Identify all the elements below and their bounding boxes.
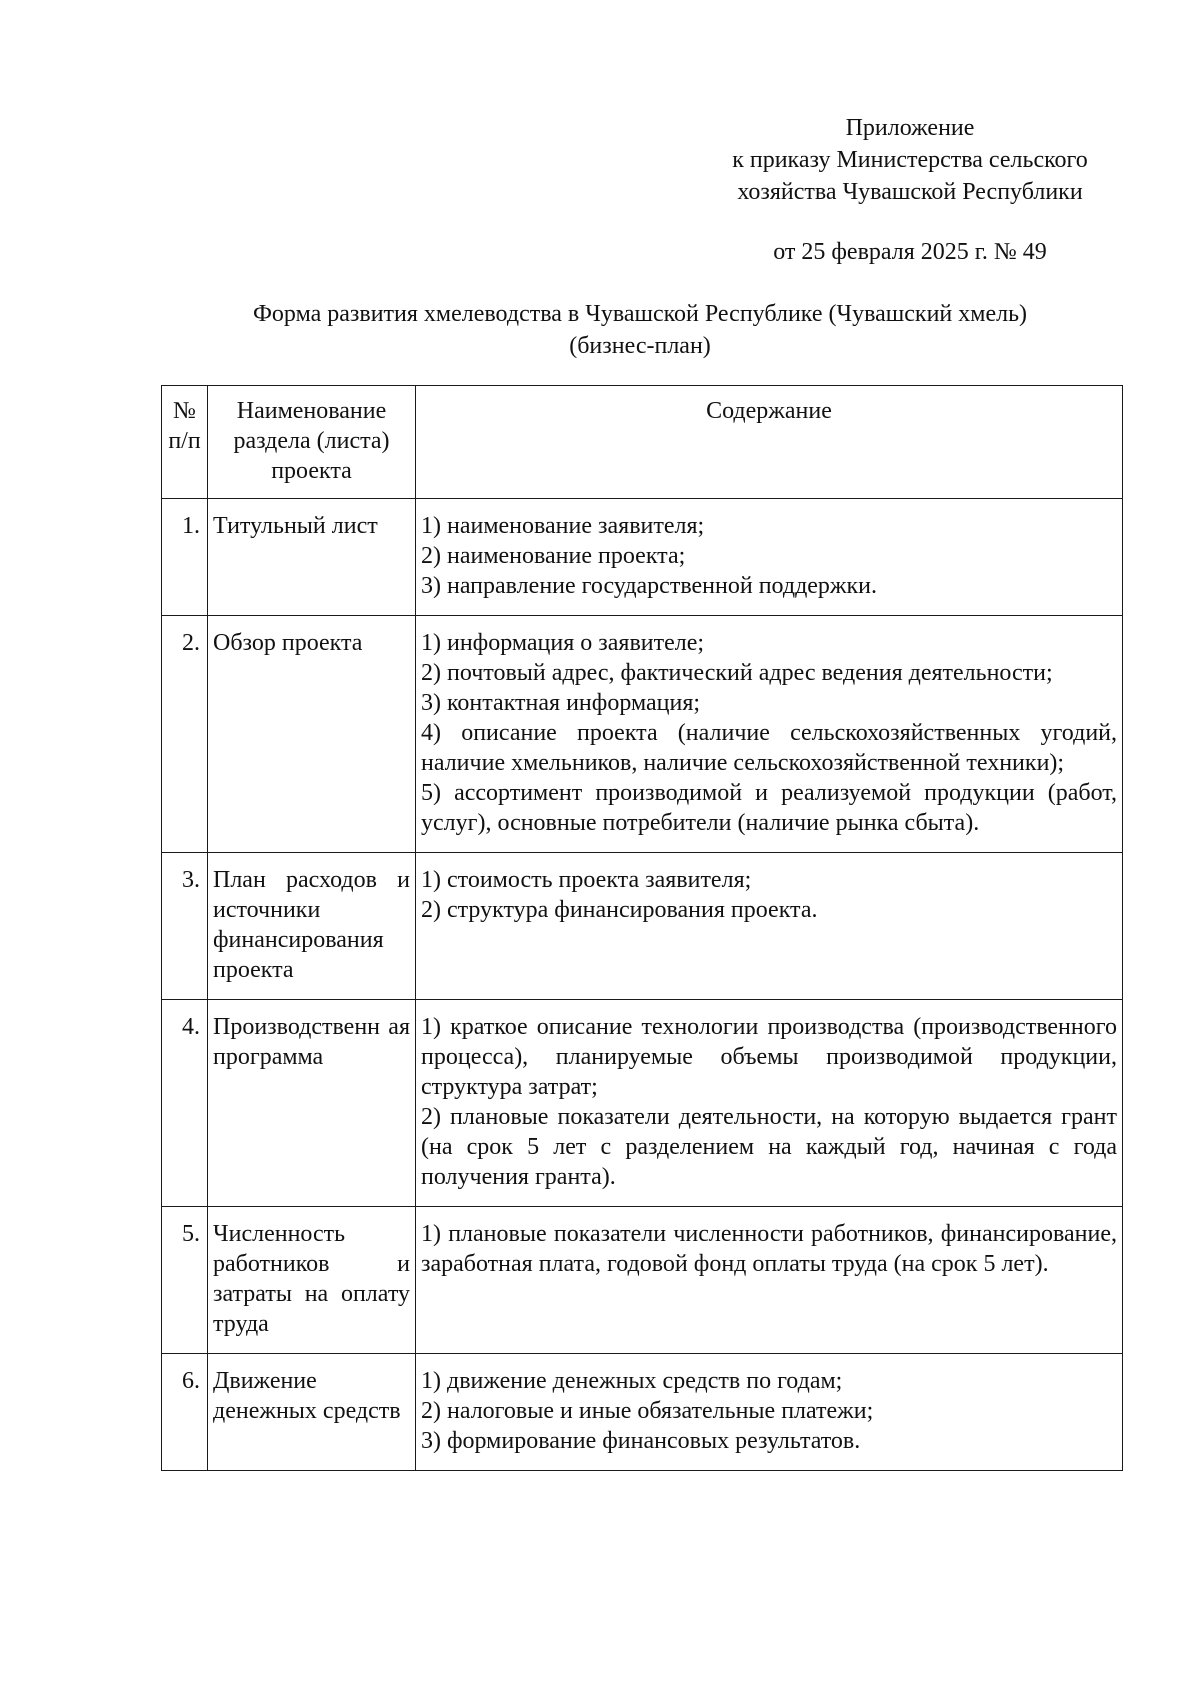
document-title	[120, 298, 1160, 362]
appendix-line: к приказу Министерства сельского	[732, 147, 1088, 173]
document-title-subtitle: (бизнес-план)	[569, 333, 711, 359]
row-number: 4.	[162, 1000, 208, 1207]
content-item: 1) наименование заявителя;	[421, 513, 705, 539]
document-title-line: Форма развития хмелеводства в Чувашской Республике (Чувашский хмель)	[252, 301, 1028, 327]
header-section-name: Наименование раздела (листа) проекта	[208, 386, 416, 499]
content-item: 1) плановые показатели численности работников, финансирование, заработная плата, годовой фонд оплаты труда (на срок 5 лет).	[421, 1221, 1117, 1277]
content-item: 2) наименование проекта;	[421, 543, 686, 569]
table-row	[162, 1207, 1123, 1354]
row-section-name: Обзор проекта	[208, 616, 416, 853]
content-item: 1) стоимость проекта заявителя;	[421, 867, 752, 893]
content-item: 1) информация о заявителе;	[421, 630, 705, 656]
content-item: 1) краткое описание технологии производства (производственного процесса), планируемые объемы производимой продукции, структура затрат;	[421, 1014, 1117, 1100]
row-section-name: Численность работников и затраты на оплату труда	[208, 1207, 416, 1354]
content-item: 2) налоговые и иные обязательные платежи;	[421, 1398, 874, 1424]
table-row	[162, 1354, 1123, 1471]
row-content	[416, 1207, 1123, 1354]
row-content	[416, 1354, 1123, 1471]
table-row	[162, 1000, 1123, 1207]
row-number: 5.	[162, 1207, 208, 1354]
content-item: 4) описание проекта (наличие сельскохозяйственных угодий, наличие хмельников, наличие сельскохозяйственной техники);	[421, 720, 1117, 776]
content-item: 1) движение денежных средств по годам;	[421, 1368, 843, 1394]
row-number: 3.	[162, 853, 208, 1000]
content-item: 3) контактная информация;	[421, 690, 701, 716]
content-item: 3) формирование финансовых результатов.	[421, 1428, 861, 1454]
row-content	[416, 499, 1123, 616]
table-row	[162, 499, 1123, 616]
row-number: 1.	[162, 499, 208, 616]
row-section-name: Титульный лист	[208, 499, 416, 616]
table-row	[162, 616, 1123, 853]
content-item: 3) направление государственной поддержки.	[421, 573, 878, 599]
row-section-name: Движение денежных средств	[208, 1354, 416, 1471]
row-content	[416, 853, 1123, 1000]
appendix-line: Приложение	[845, 115, 975, 141]
row-number: 2.	[162, 616, 208, 853]
row-section-name: План расходов и источники финансирования проекта	[208, 853, 416, 1000]
content-item: 2) почтовый адрес, фактический адрес ведения деятельности;	[421, 660, 1053, 686]
table-row	[162, 853, 1123, 1000]
business-plan-table	[161, 385, 1123, 1471]
appendix-block	[680, 112, 1140, 268]
content-item: 2) плановые показатели деятельности, на которую выдается грант (на срок 5 лет с разделением на каждый год, начиная с года получения гранта).	[421, 1104, 1117, 1190]
row-number: 6.	[162, 1354, 208, 1471]
appendix-date: от 25 февраля 2025 г. № 49	[773, 239, 1047, 265]
row-section-name: Производственн ая программа	[208, 1000, 416, 1207]
table-header-row	[162, 386, 1123, 499]
appendix-line: хозяйства Чувашской Республики	[737, 179, 1083, 205]
row-content	[416, 616, 1123, 853]
row-content	[416, 1000, 1123, 1207]
content-item: 5) ассортимент производимой и реализуемой продукции (работ, услуг), основные потребители (наличие рынка сбыта).	[421, 780, 1117, 836]
content-item: 2) структура финансирования проекта.	[421, 897, 818, 923]
header-content: Содержание	[416, 386, 1123, 499]
header-number: № п/п	[162, 386, 208, 499]
